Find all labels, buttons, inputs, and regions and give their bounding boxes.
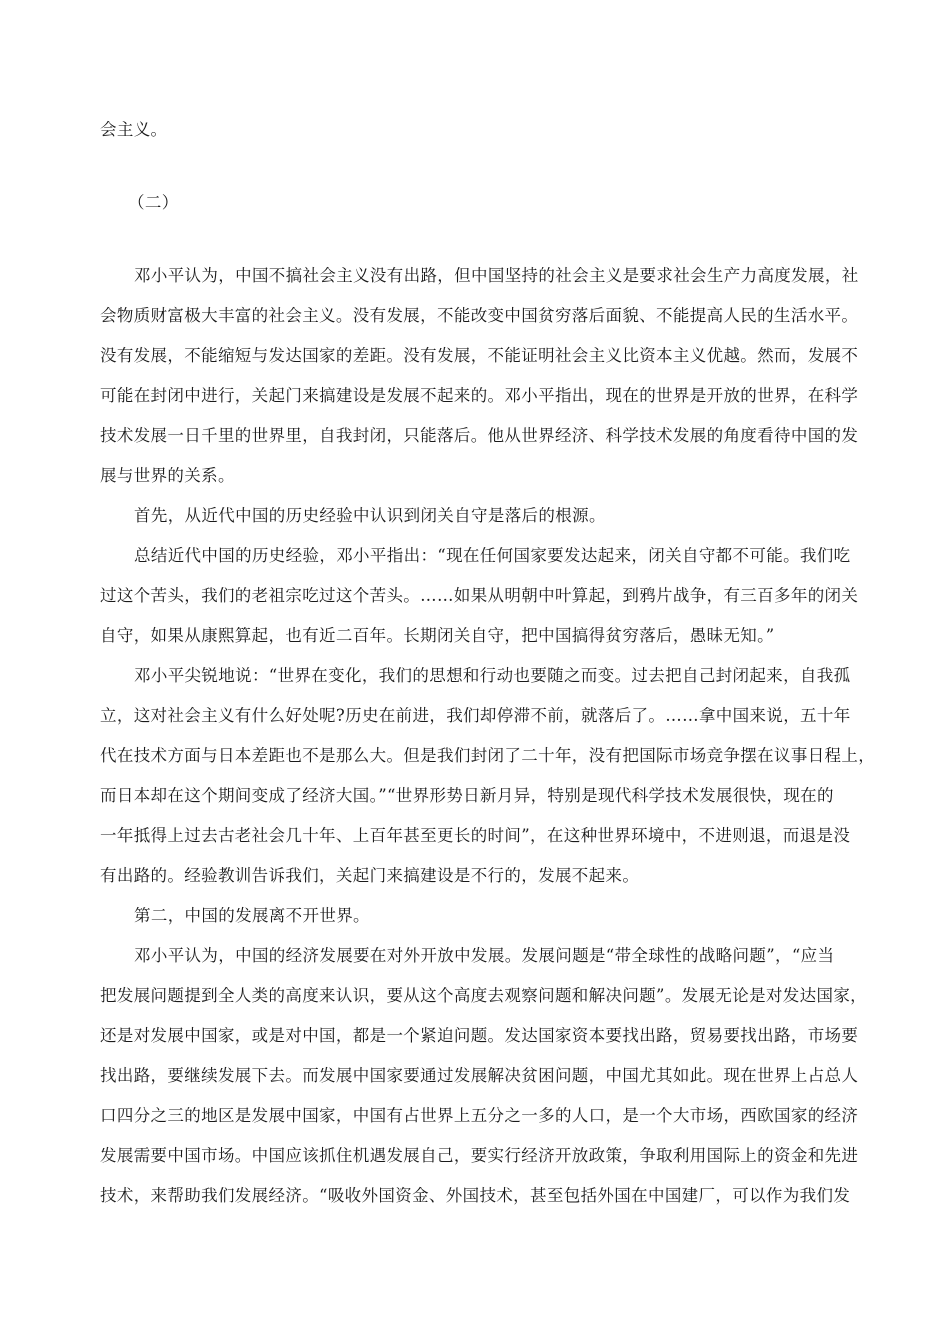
text-line: 把发展问题提到全人类的高度来认识，要从这个高度去观察问题和解决问题”。发展无论是对发达国家， [100, 986, 868, 1005]
text-line: 邓小平尖锐地说：“世界在变化，我们的思想和行动也要随之而变。过去把自己封闭起来，自我孤 [134, 666, 851, 685]
text-line: 总结近代中国的历史经验，邓小平指出：“现在任何国家要发达起来，闭关自守都不可能。我们吃 [134, 546, 851, 565]
text-line: 可能在封闭中进行，关起门来搞建设是发展不起来的。邓小平指出，现在的世界是开放的世界，在科学 [100, 386, 859, 405]
text-line: 会主义。 [100, 120, 168, 139]
text-line: 口四分之三的地区是发展中国家，中国有占世界上五分之一多的人口，是一个大市场，西欧国家的经济 [100, 1106, 859, 1125]
text-line: 立，这对社会主义有什么好处呢?历史在前进，我们却停滞不前，就落后了。……拿中国来说，五十年 [100, 706, 851, 725]
text-line: 找出路，要继续发展下去。而发展中国家要通过发展解决贫困问题，中国尤其如此。现在世界上占总人 [100, 1066, 859, 1085]
text-line: 发展需要中国市场。中国应该抓住机遇发展自己，要实行经济开放政策，争取利用国际上的资金和先进 [100, 1146, 859, 1165]
text-line: 还是对发展中国家，或是对中国，都是一个紧迫问题。发达国家资本要找出路，贸易要找出路，市场要 [100, 1026, 859, 1045]
text-line: 有出路的。经验教训告诉我们，关起门来搞建设是不行的，发展不起来。 [100, 866, 640, 885]
text-line: 代在技术方面与日本差距也不是那么大。但是我们封闭了二十年，没有把国际市场竞争摆在议事日程上， [100, 746, 876, 765]
text-line: 第二，中国的发展离不开世界。 [134, 906, 370, 925]
section-heading: （二） [128, 193, 179, 212]
text-line: 邓小平认为，中国不搞社会主义没有出路，但中国坚持的社会主义是要求社会生产力高度发展，社 [134, 266, 859, 285]
text-line: 邓小平认为，中国的经济发展要在对外开放中发展。发展问题是“带全球性的战略问题”，“应当 [134, 946, 835, 965]
text-line: 技术，来帮助我们发展经济。“吸收外国资金、外国技术，甚至包括外国在中国建厂，可以作为我们发 [100, 1186, 851, 1205]
text-line: 而日本却在这个期间变成了经济大国。”“世界形势日新月异，特别是现代科学技术发展很快，现在的 [100, 786, 834, 805]
text-line: 展与世界的关系。 [100, 466, 235, 485]
text-line: 没有发展，不能缩短与发达国家的差距。没有发展，不能证明社会主义比资本主义优越。然而，发展不 [100, 346, 859, 365]
text-line: 技术发展一日千里的世界里，自我封闭，只能落后。他从世界经济、科学技术发展的角度看待中国的发 [100, 426, 859, 445]
text-line: 自守，如果从康熙算起，也有近二百年。长期闭关自守，把中国搞得贫穷落后，愚昧无知。” [100, 626, 775, 645]
text-line: 会物质财富极大丰富的社会主义。没有发展，不能改变中国贫穷落后面貌、不能提高人民的生活水平。 [100, 306, 859, 325]
text-line: 首先，从近代中国的历史经验中认识到闭关自守是落后的根源。 [134, 506, 606, 525]
text-line: 过这个苦头，我们的老祖宗吃过这个苦头。……如果从明朝中叶算起，到鸦片战争，有三百多年的闭关 [100, 586, 859, 605]
text-line: 一年抵得上过去古老社会几十年、上百年甚至更长的时间”，在这种世界环境中，不进则退，而退是没 [100, 826, 851, 845]
